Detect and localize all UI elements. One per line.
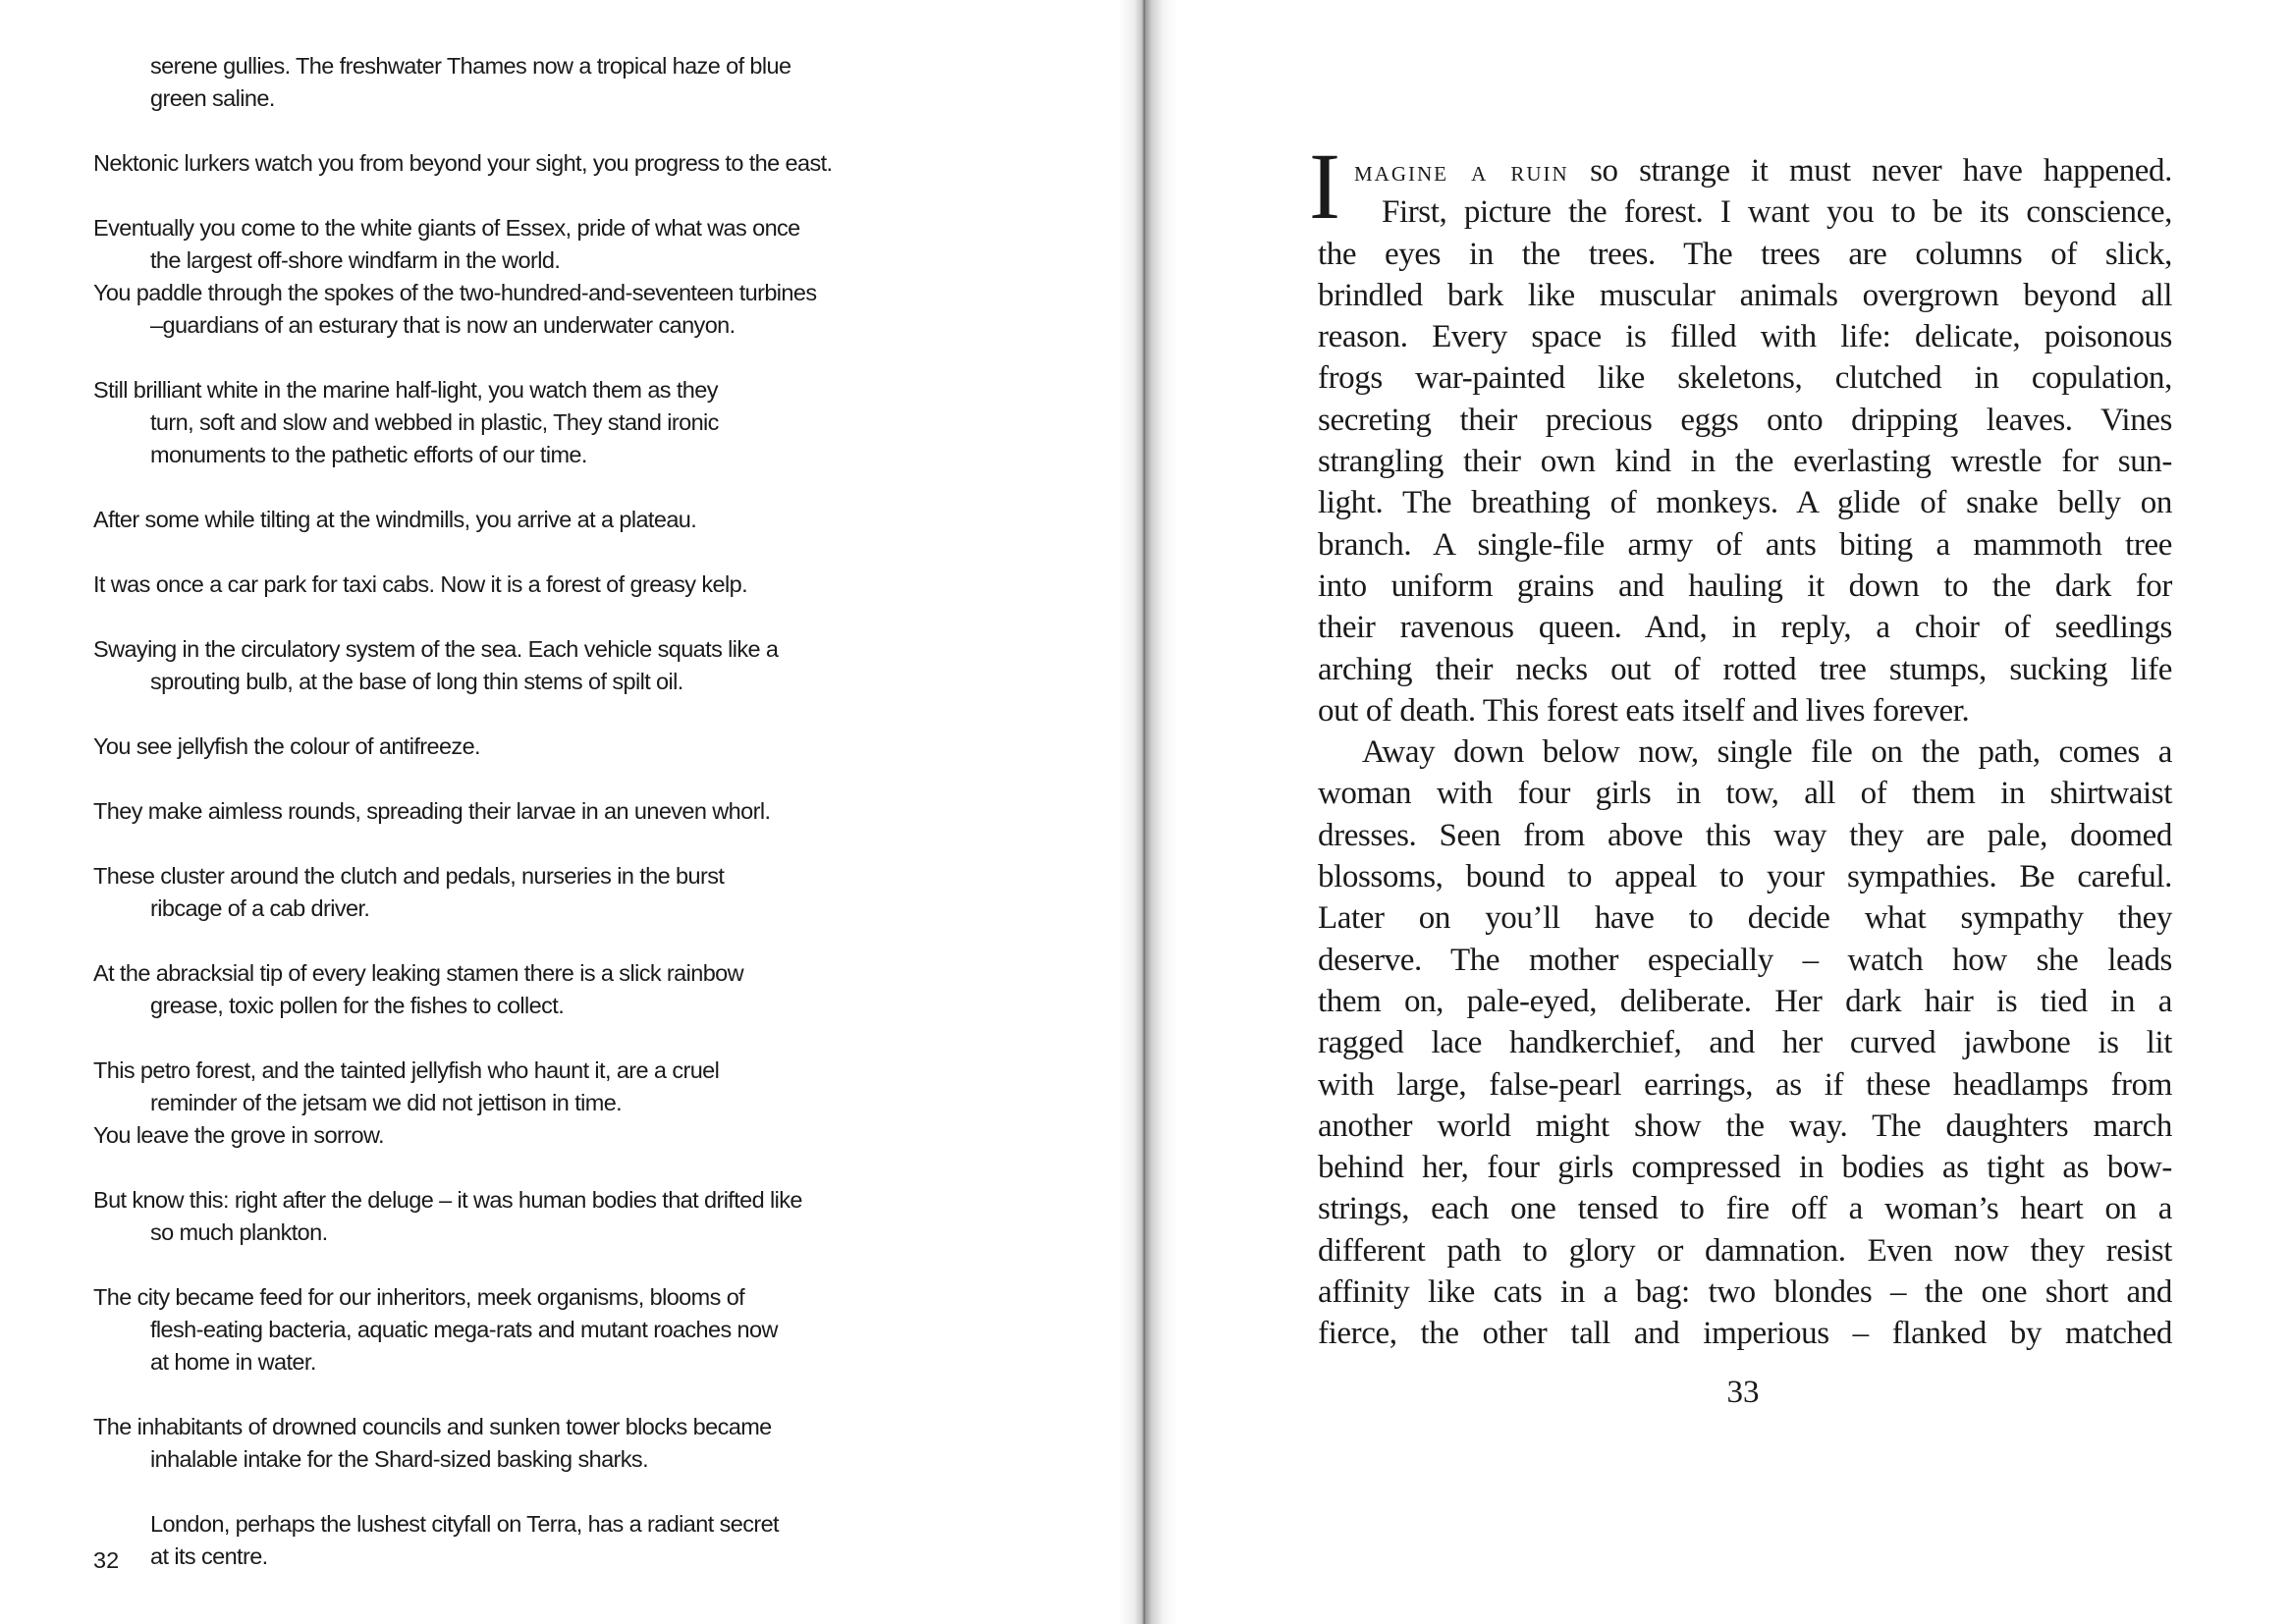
prose-line: them on, pale-eyed, deliberate. Her dark hair is tied in a: [1318, 983, 2172, 1019]
prose-line: ragged lace handkerchief, and her curved jawbone is lit: [1318, 1025, 2172, 1061]
poem-line: serene gullies. The freshwater Thames now a tropical haze of blue: [150, 53, 791, 79]
poem-line: The inhabitants of drowned councils and sunken tower blocks became: [93, 1414, 772, 1439]
prose-line: Later on you’ll have to decide what sympathy they: [1318, 900, 2172, 937]
stanza: [93, 504, 1075, 536]
page-number-left: 32: [93, 1547, 120, 1573]
stanza: [93, 374, 1075, 471]
prose-line: strings, each one tensed to fire off a woman’s heart on a: [1318, 1191, 2172, 1227]
prose-line: First, picture the forest. I want you to be its conscience,: [1382, 194, 2172, 231]
poem-line: But know this: right after the deluge – it was human bodies that drifted like: [93, 1187, 802, 1213]
prose-line: woman with four girls in tow, all of them in shirtwaist: [1318, 776, 2172, 812]
prose-line: different path to glory or damnation. Even now they resist: [1318, 1232, 2172, 1269]
stanza: [93, 1411, 1075, 1476]
prose-line: deserve. The mother especially – watch how she leads: [1318, 942, 2172, 978]
poem-line: turn, soft and slow and webbed in plastic, They stand ironic: [150, 409, 719, 435]
poem-body: [93, 50, 1075, 1605]
stanza: [93, 633, 1075, 698]
stanza: [93, 860, 1075, 925]
prose-line: fierce, the other tall and imperious – flanked by matched: [1318, 1316, 2172, 1352]
poem-line: grease, toxic pollen for the fishes to collect.: [150, 993, 565, 1018]
poem-line: Swaying in the circulatory system of the sea. Each vehicle squats like a: [93, 636, 779, 662]
left-page: [0, 0, 1144, 1624]
poem-line: You leave the grove in sorrow.: [93, 1122, 384, 1148]
poem-line: After some while tilting at the windmills, you arrive at a plateau.: [93, 507, 697, 532]
prose-body: [1318, 150, 2172, 1355]
poem-line: –guardians of an esturary that is now an underwater canyon.: [150, 312, 736, 338]
poem-line: The city became feed for our inheritors, meek organisms, blooms of: [93, 1284, 745, 1310]
opening-smallcaps: magine a ruin: [1354, 155, 1569, 188]
prose-line: affinity like cats in a bag: two blondes – the one short and: [1318, 1274, 2172, 1311]
poem-line: sprouting bulb, at the base of long thin stems of spilt oil.: [150, 669, 683, 694]
prose-line: brindled bark like muscular animals overgrown beyond all: [1318, 277, 2172, 313]
prose-line: their ravenous queen. And, in reply, a choir of seedlings: [1318, 610, 2172, 646]
stanza: [93, 1281, 1075, 1379]
poem-line: These cluster around the clutch and pedals, nurseries in the burst: [93, 863, 725, 889]
prose-line: with large, false-pearl earrings, as if these headlamps from: [1318, 1066, 2172, 1103]
stanza: [93, 1055, 1075, 1152]
stanza: [93, 1508, 1075, 1573]
poem-line: ribcage of a cab driver.: [150, 895, 370, 921]
opening-line: [1318, 150, 2172, 191]
book-spine-gutter: [1119, 0, 1178, 1624]
poem-line: reminder of the jetsam we did not jettison in time.: [150, 1090, 623, 1115]
poem-line: inhalable intake for the Shard-sized basking sharks.: [150, 1446, 648, 1472]
poem-line: You see jellyfish the colour of antifreeze.: [93, 733, 480, 759]
drop-cap: I: [1309, 134, 1340, 239]
prose-line: dresses. Seen from above this way they are pale, doomed: [1318, 817, 2172, 853]
poem-line: This petro forest, and the tainted jellyfish who haunt it, are a cruel: [93, 1057, 720, 1083]
poem-line: so much plankton.: [150, 1219, 328, 1245]
poem-line: Still brilliant white in the marine half-light, you watch them as they: [93, 377, 718, 403]
stanza: [93, 568, 1075, 601]
poem-line: London, perhaps the lushest cityfall on Terra, has a radiant secret: [150, 1511, 779, 1537]
poem-line: the largest off-shore windfarm in the world.: [150, 247, 561, 273]
poem-line: Nektonic lurkers watch you from beyond your sight, you progress to the east.: [93, 150, 833, 176]
prose-line: another world might show the way. The daughters march: [1318, 1108, 2172, 1144]
poem-line: Eventually you come to the white giants of Essex, pride of what was once: [93, 215, 800, 241]
poem-line: flesh-eating bacteria, aquatic mega-rats and mutant roaches now: [150, 1317, 778, 1342]
prose-line: frogs war-painted like skeletons, clutched in copulation,: [1318, 360, 2172, 397]
poem-line: At the abracksial tip of every leaking stamen there is a slick rainbow: [93, 960, 744, 986]
poem-line: at its centre.: [150, 1543, 268, 1569]
prose-line: into uniform grains and hauling it down to the dark for: [1318, 568, 2172, 604]
poem-line: It was once a car park for taxi cabs. Now it is a forest of greasy kelp.: [93, 571, 748, 597]
prose-line: the eyes in the trees. The trees are columns of slick,: [1318, 236, 2172, 272]
poem-line: at home in water.: [150, 1349, 316, 1375]
poem-line: You paddle through the spokes of the two-hundred-and-seventeen turbines: [93, 280, 817, 305]
prose-line: reason. Every space is filled with life: delicate, poisonous: [1318, 319, 2172, 355]
page-number-right: 33: [1726, 1375, 1760, 1410]
stanza: [93, 731, 1075, 763]
opening-rest: so strange it must never have happened.: [1568, 153, 2172, 189]
prose-line: out of death. This forest eats itself and lives forever.: [1318, 692, 1970, 729]
prose-line: strangling their own kind in the everlasting wrestle for sun-: [1318, 444, 2172, 480]
stanza: [93, 957, 1075, 1022]
prose-line: blossoms, bound to appeal to your sympathies. Be careful.: [1318, 859, 2172, 895]
prose-line: Away down below now, single file on the path, comes a: [1362, 734, 2172, 771]
prose-line: arching their necks out of rotted tree stumps, sucking life: [1318, 651, 2172, 687]
prose-line: secreting their precious eggs onto dripping leaves. Vines: [1318, 402, 2172, 438]
stanza: [93, 795, 1075, 828]
poem-line: They make aimless rounds, spreading their larvae in an uneven whorl.: [93, 798, 771, 824]
prose-line: light. The breathing of monkeys. A glide of snake belly on: [1318, 485, 2172, 521]
poem-line: green saline.: [150, 85, 275, 111]
stanza: [93, 50, 1075, 115]
stanza: [93, 212, 1075, 342]
prose-line: behind her, four girls compressed in bodies as tight as bow-: [1318, 1150, 2172, 1186]
stanza: [93, 147, 1075, 180]
stanza: [93, 1184, 1075, 1249]
prose-line: branch. A single-file army of ants biting a mammoth tree: [1318, 526, 2172, 563]
poem-line: monuments to the pathetic efforts of our time.: [150, 442, 587, 467]
